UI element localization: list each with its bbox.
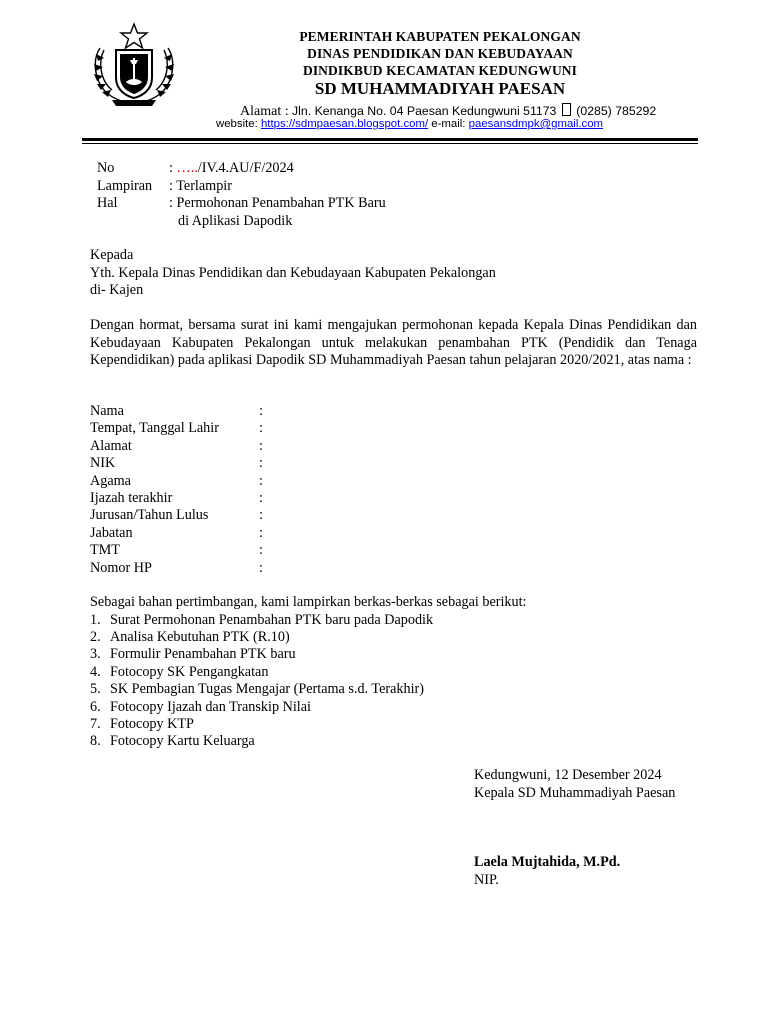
- field-label: NIK: [90, 455, 116, 472]
- signature-position: Kepala SD Muhammadiyah Paesan: [474, 784, 676, 801]
- field-colon: :: [259, 403, 263, 419]
- field-colon: :: [259, 490, 263, 506]
- letterhead-line-1: PEMERINTAH KABUPATEN PEKALONGAN: [299, 29, 581, 44]
- field-colon: :: [259, 542, 263, 559]
- field-colon: :: [259, 524, 263, 541]
- attachment-item: Fotocopy Kartu Keluarga: [110, 733, 255, 750]
- email-link[interactable]: paesansdmpk@gmail.com: [468, 118, 604, 130]
- field-label: Nomor HP: [90, 559, 152, 576]
- recipient-di: di- Kajen: [90, 282, 144, 298]
- hal-value: : Permohonan Penambahan PTK Baru: [169, 195, 386, 211]
- attachment-number: 6.: [90, 698, 101, 715]
- attachment-number: 1.: [90, 611, 101, 628]
- attachment-number: 5.: [90, 681, 101, 698]
- lampiran-label: Lampiran: [97, 177, 153, 194]
- field-colon: :: [259, 472, 263, 489]
- no-placeholder-dots: …..: [176, 160, 198, 176]
- field-label: Ijazah terakhir: [90, 490, 173, 506]
- phone-icon: [562, 103, 571, 116]
- website-link[interactable]: https://sdmpaesan.blogspot.com/: [260, 118, 429, 130]
- attachment-number: 3.: [90, 646, 101, 663]
- signature-place-date: Kedungwuni, 12 Desember 2024: [474, 767, 662, 783]
- school-name: SD MUHAMMADIYAH PAESAN: [314, 79, 566, 98]
- email-label: e-mail:: [431, 118, 466, 130]
- field-label: Nama: [90, 403, 124, 419]
- field-colon: :: [259, 437, 263, 454]
- no-value: : …../IV.4.AU/F/2024: [169, 160, 294, 176]
- attachment-number: 4.: [90, 663, 101, 680]
- field-label: Agama: [90, 472, 131, 489]
- hal-label: Hal: [97, 195, 118, 211]
- recipient-yth: Yth. Kepala Dinas Pendidikan dan Kebudayaan Kabupaten Pekalongan: [90, 264, 496, 281]
- phone-number: (0285) 785292: [576, 104, 657, 118]
- letterhead: [190, 28, 690, 99]
- body-paragraph: Dengan hormat, bersama surat ini kami mengajukan permohonan kepada Kepala Dinas Pendidikan dan Kebudayaan Kabupaten Pekalongan untuk melakukan penambahan PTK (Pendidik dan Tenaga Kependidikan) pada aplikasi Dapodik SD Muhammadiyah Paesan tahun pelajaran 2020/2021, atas nama :: [90, 317, 697, 368]
- contact-line: [216, 118, 603, 130]
- attachment-item: SK Pembagian Tugas Mengajar (Pertama s.d. Terakhir): [110, 681, 424, 698]
- address-label: Alamat :: [240, 104, 289, 119]
- field-label: Jabatan: [90, 524, 133, 541]
- field-colon: :: [259, 455, 263, 472]
- no-number: /IV.4.AU/F/2024: [197, 160, 294, 176]
- attachments-intro: Sebagai bahan pertimbangan, kami lampirkan berkas-berkas sebagai berikut:: [90, 594, 527, 610]
- field-label: TMT: [90, 542, 120, 559]
- attachment-number: 2.: [90, 628, 101, 645]
- signature-nip: NIP.: [474, 871, 499, 888]
- website-label: website:: [216, 118, 258, 130]
- attachment-item: Fotocopy KTP: [110, 715, 194, 732]
- letterhead-divider-thick: [82, 138, 698, 141]
- field-colon: :: [259, 559, 263, 576]
- field-label: Alamat: [90, 437, 132, 454]
- field-colon: :: [259, 420, 263, 437]
- attachment-item: Fotocopy SK Pengangkatan: [110, 663, 269, 680]
- attachment-item: Analisa Kebutuhan PTK (R.10): [110, 628, 290, 645]
- attachment-item: Formulir Penambahan PTK baru: [110, 646, 296, 663]
- attachment-item: Fotocopy Ijazah dan Transkip Nilai: [110, 698, 311, 715]
- attachment-item: Surat Permohonan Penambahan PTK baru pada Dapodik: [110, 611, 434, 628]
- pekalongan-regency-emblem-icon: [86, 20, 182, 108]
- lampiran-value: : Terlampir: [169, 177, 232, 194]
- hal-value-continued: di Aplikasi Dapodik: [178, 212, 293, 229]
- letterhead-line-3: DINDIKBUD KECAMATAN KEDUNGWUNI: [302, 63, 577, 78]
- letterhead-divider-thin: [82, 143, 698, 144]
- attachment-number: 7.: [90, 715, 101, 732]
- attachment-number: 8.: [90, 733, 101, 750]
- field-label: Tempat, Tanggal Lahir: [90, 420, 219, 437]
- field-label: Jurusan/Tahun Lulus: [90, 507, 209, 524]
- recipient-kepada: Kepada: [90, 247, 134, 263]
- signature-name: Laela Mujtahida, M.Pd.: [474, 854, 621, 870]
- letterhead-line-2: DINAS PENDIDIKAN DAN KEBUDAYAAN: [307, 46, 573, 61]
- field-colon: :: [259, 507, 263, 524]
- address-text: Jln. Kenanga No. 04 Paesan Kedungwuni 51173: [292, 104, 557, 118]
- no-label: No: [97, 160, 115, 176]
